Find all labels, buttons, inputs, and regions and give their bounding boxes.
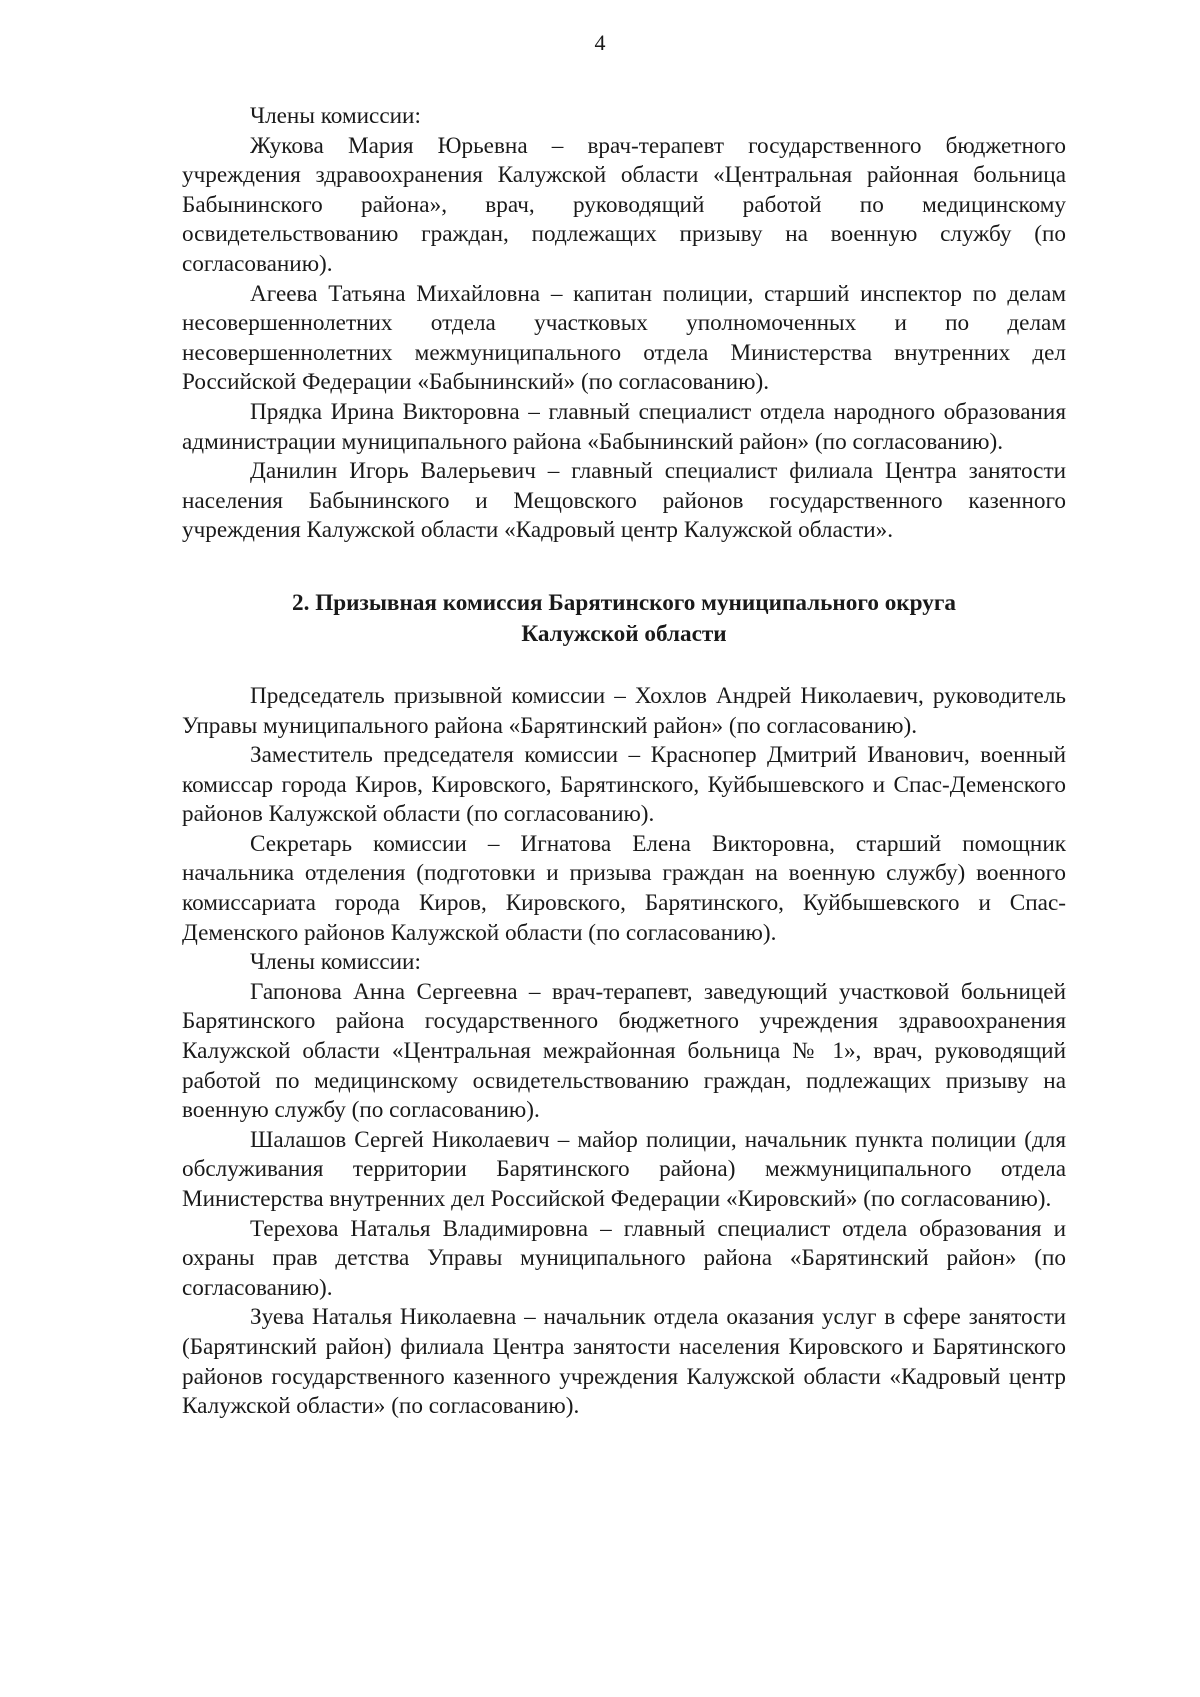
members-label: Члены комиссии: <box>250 949 421 976</box>
page-number: 4 <box>594 30 606 55</box>
member-paragraph: Агеева Татьяна Михайловна – капитан полиции, старший инспектор по делам несовершеннолетних отдела участковых уполномоченных и по делам несовершеннолетних межмуниципального отдела Министерства внутренних дел Российской Федерации «Бабынинский» (по согласованию). <box>182 280 1066 396</box>
members-label: Члены комиссии: <box>250 103 421 129</box>
member-paragraph: Данилин Игорь Валерьевич – главный специалист филиала Центра занятости населения Бабынинского и Мещовского районов государственного казенного учреждения Калужской области «Кадровый центр Калужской области». <box>182 458 1066 544</box>
deputy-paragraph: Заместитель председателя комиссии – Краснопер Дмитрий Иванович, военный комиссар города Киров, Кировского, Барятинского, Куйбышевского и Спас-Деменского районов Калужской области (по согласованию). <box>182 742 1066 828</box>
chairman-paragraph: Председатель призывной комиссии – Хохлов Андрей Николаевич, руководитель Управы муниципального района «Барятинский район» (по согласованию). <box>182 682 1066 739</box>
member-paragraph: Зуева Наталья Николаевна – начальник отдела оказания услуг в сфере занятости (Барятинский район) филиала Центра занятости населения Кировского и Барятинского районов государственного казенного учреждения Калужской области «Кадровый центр Калужской области» (по согласованию). <box>182 1304 1066 1420</box>
document-body <box>182 102 1066 1422</box>
member-paragraph: Гапонова Анна Сергеевна – врач-терапевт, заведующий участковой больницей Барятинского района государственного бюджетного учреждения здравоохранения Калужской области «Центральная межрайонная больница № 1», врач, руководящий работой по медицинскому освидетельствованию граждан, подлежащих призыву на военную службу (по согласованию). <box>182 978 1066 1124</box>
member-paragraph: Терехова Наталья Владимировна – главный специалист отдела образования и охраны прав детства Управы муниципального района «Барятинский район» (по согласованию). <box>182 1215 1066 1301</box>
member-paragraph: Жукова Мария Юрьевна – врач-терапевт государственного бюджетного учреждения здравоохранения Калужской области «Центральная районная больница Бабынинского района», врач, руководящий работой по медицинскому освидетельствованию граждан, подлежащих призыву на военную службу (по согласованию). <box>182 132 1066 277</box>
secretary-paragraph: Секретарь комиссии – Игнатова Елена Викторовна, старший помощник начальника отделения (подготовки и призыва граждан на военную службу) военного комиссариата города Киров, Кировского, Барятинского, Куйбышевского и Спас-Деменского районов Калужской области (по согласованию). <box>182 830 1066 946</box>
member-paragraph: Прядка Ирина Викторовна – главный специалист отдела народного образования администрации муниципального района «Бабынинский район» (по согласованию). <box>182 398 1066 455</box>
section-heading <box>182 588 1066 650</box>
section-heading-line-2: Калужской области <box>521 620 727 647</box>
section-heading-line-1: 2. Призывная комиссия Барятинского муниципального округа <box>292 589 956 616</box>
member-paragraph: Шалашов Сергей Николаевич – майор полиции, начальник пункта полиции (для обслуживания территории Барятинского района) межмуниципального отдела Министерства внутренних дел Российской Федерации «Кировский» (по согласованию). <box>182 1126 1066 1212</box>
